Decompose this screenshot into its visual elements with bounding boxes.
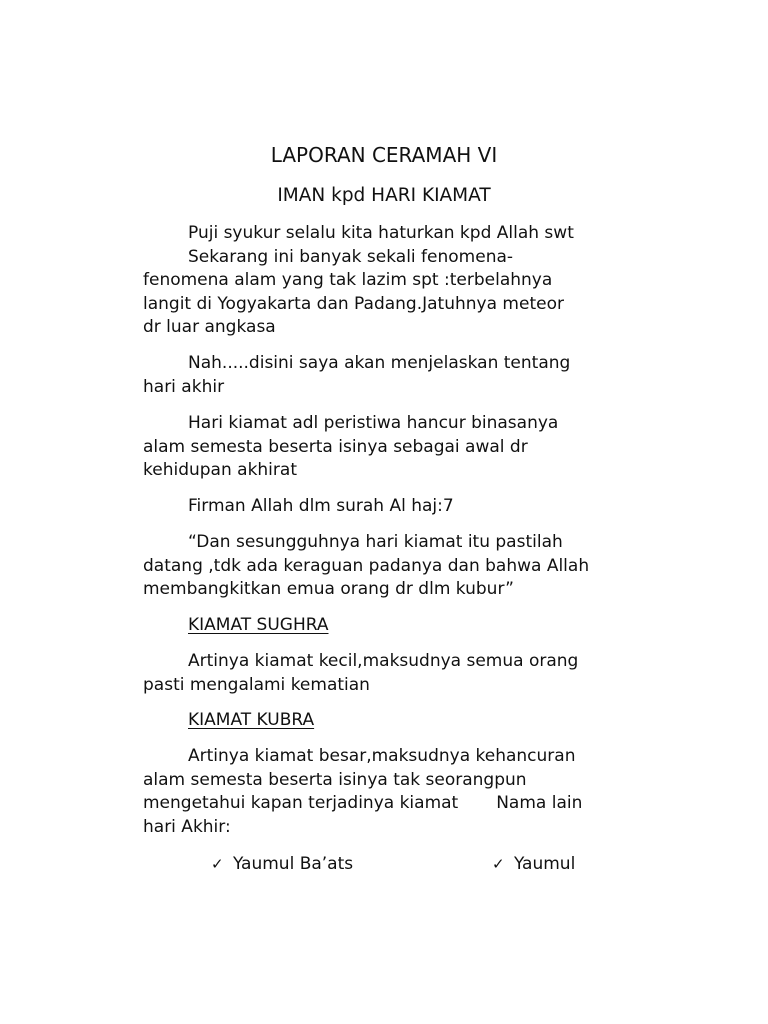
paragraph-kubra	[143, 745, 683, 839]
paragraph-line-part: mengetahui kapan terjadinya kiamat	[143, 793, 459, 813]
paragraph-line: hari akhir	[143, 376, 225, 397]
paragraph-line: membangkitkan emua orang dr dlm kubur”	[143, 579, 514, 599]
paragraph-line: hari Akhir:	[143, 816, 231, 837]
paragraph-line: fenomena alam yang tak lazim spt :terbelahnya	[143, 270, 553, 290]
paragraph-line: Artinya kiamat kecil,maksudnya semua orang	[188, 651, 579, 671]
checklist-item	[211, 853, 353, 877]
paragraph-line: kehidupan akhirat	[143, 460, 297, 480]
paragraph-line: pasti mengalami kematian	[143, 674, 370, 695]
heading-kiamat-sughra: KIAMAT SUGHRA	[188, 615, 329, 635]
paragraph-firman	[143, 495, 683, 519]
paragraph-intro	[143, 352, 683, 399]
paragraph-line: Hari kiamat adl peristiwa hancur binasanya	[188, 413, 559, 433]
paragraph-line: langit di Yogyakarta dan Padang.Jatuhnya meteor	[143, 293, 564, 314]
checklist-item-label: Yaumul	[514, 854, 576, 874]
paragraph-line: datang ,tdk ada keraguan padanya dan bahwa Allah	[143, 555, 590, 576]
paragraph-line	[143, 792, 683, 816]
checklist-item	[492, 853, 575, 877]
document-subtitle: IMAN kpd HARI KIAMAT	[277, 185, 491, 206]
checkmark-icon: ✓	[211, 855, 224, 873]
paragraph-line: Puji syukur selalu kita haturkan kpd Allah swt	[188, 223, 574, 243]
paragraph-line: Firman Allah dlm surah Al haj:7	[188, 496, 454, 516]
paragraph-line: alam semesta beserta isinya sebagai awal dr	[143, 436, 528, 457]
paragraph-line: Nah.....disini saya akan menjelaskan tentang	[188, 353, 571, 373]
document-title: LAPORAN CERAMAH VI	[270, 143, 498, 167]
paragraph-line-part: Nama lain	[496, 793, 583, 813]
paragraph-line: Artinya kiamat besar,maksudnya kehancuran	[188, 746, 576, 766]
paragraph-quote	[143, 531, 683, 602]
paragraph-line: “Dan sesungguhnya hari kiamat itu pastilah	[188, 532, 563, 552]
paragraph-sughra	[143, 650, 683, 697]
paragraph-line: alam semesta beserta isinya tak seorangpun	[143, 769, 527, 790]
paragraph-opening	[143, 222, 683, 340]
paragraph-line: Sekarang ini banyak sekali fenomena-	[188, 246, 514, 267]
paragraph-definition	[143, 412, 683, 483]
heading-kiamat-kubra: KIAMAT KUBRA	[188, 710, 315, 730]
checklist-item-label: Yaumul Ba’ats	[233, 854, 354, 874]
paragraph-line: dr luar angkasa	[143, 317, 276, 337]
checkmark-icon: ✓	[492, 855, 505, 873]
